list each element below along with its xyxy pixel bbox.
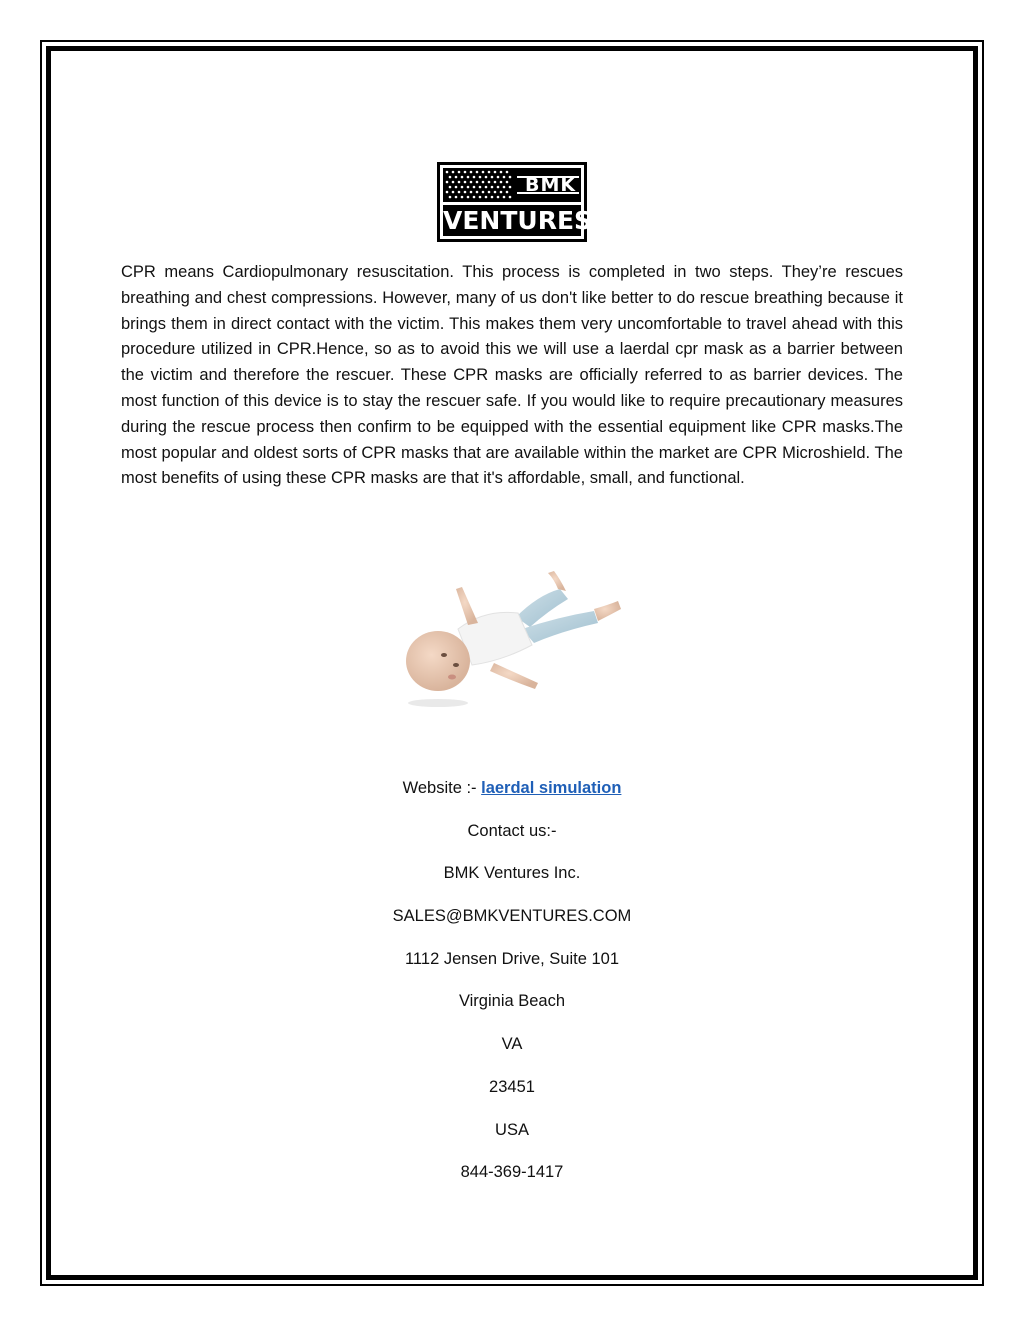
company-name: BMK Ventures Inc. xyxy=(443,864,581,883)
state: VA xyxy=(501,1035,523,1054)
logo-top-band xyxy=(443,168,581,202)
logo-ventures-text: VENTURES xyxy=(443,206,593,235)
zip-code: 23451 xyxy=(489,1077,535,1096)
contact-section xyxy=(200,775,824,1202)
website-label: Website :- xyxy=(402,779,477,797)
contact-label: Contact us:- xyxy=(467,821,557,840)
infant-manikin-image xyxy=(398,565,628,715)
website-line xyxy=(200,775,824,818)
bmk-ventures-logo xyxy=(437,162,593,242)
logo-bmk-text: BMK xyxy=(525,174,577,196)
body-paragraph: CPR means Cardiopulmonary resuscitation. This process is completed in two steps. They’re rescues breathing and chest compressions. However, many of us don't like better to do rescue breathing because it brings them in direct contact with the victim. This makes them very uncomfortable to travel ahead with this procedure utilized in CPR.Hence, so as to avoid this we will use a laerdal cpr mask as a barrier between the victim and therefore the rescuer. These CPR masks are officially referred to as barrier devices. The most function of this device is to stay the rescuer safe. If you would like to require precautionary measures during the rescue process then confirm to be equipped with the essential equipment like CPR masks.The most popular and oldest sorts of CPR masks that are available within the market are CPR Microshield. The most benefits of using these CPR masks are that it's affordable, small, and functional. xyxy=(121,263,903,488)
phone-number: 844-369-1417 xyxy=(460,1163,564,1182)
city: Virginia Beach xyxy=(458,992,566,1011)
website-link[interactable]: laerdal simulation xyxy=(481,779,622,797)
country: USA xyxy=(495,1120,529,1139)
email-address: SALES@BMKVENTURES.COM xyxy=(392,907,632,926)
flag-stars-icon xyxy=(443,168,515,202)
street-address: 1112 Jensen Drive, Suite 101 xyxy=(404,949,620,968)
